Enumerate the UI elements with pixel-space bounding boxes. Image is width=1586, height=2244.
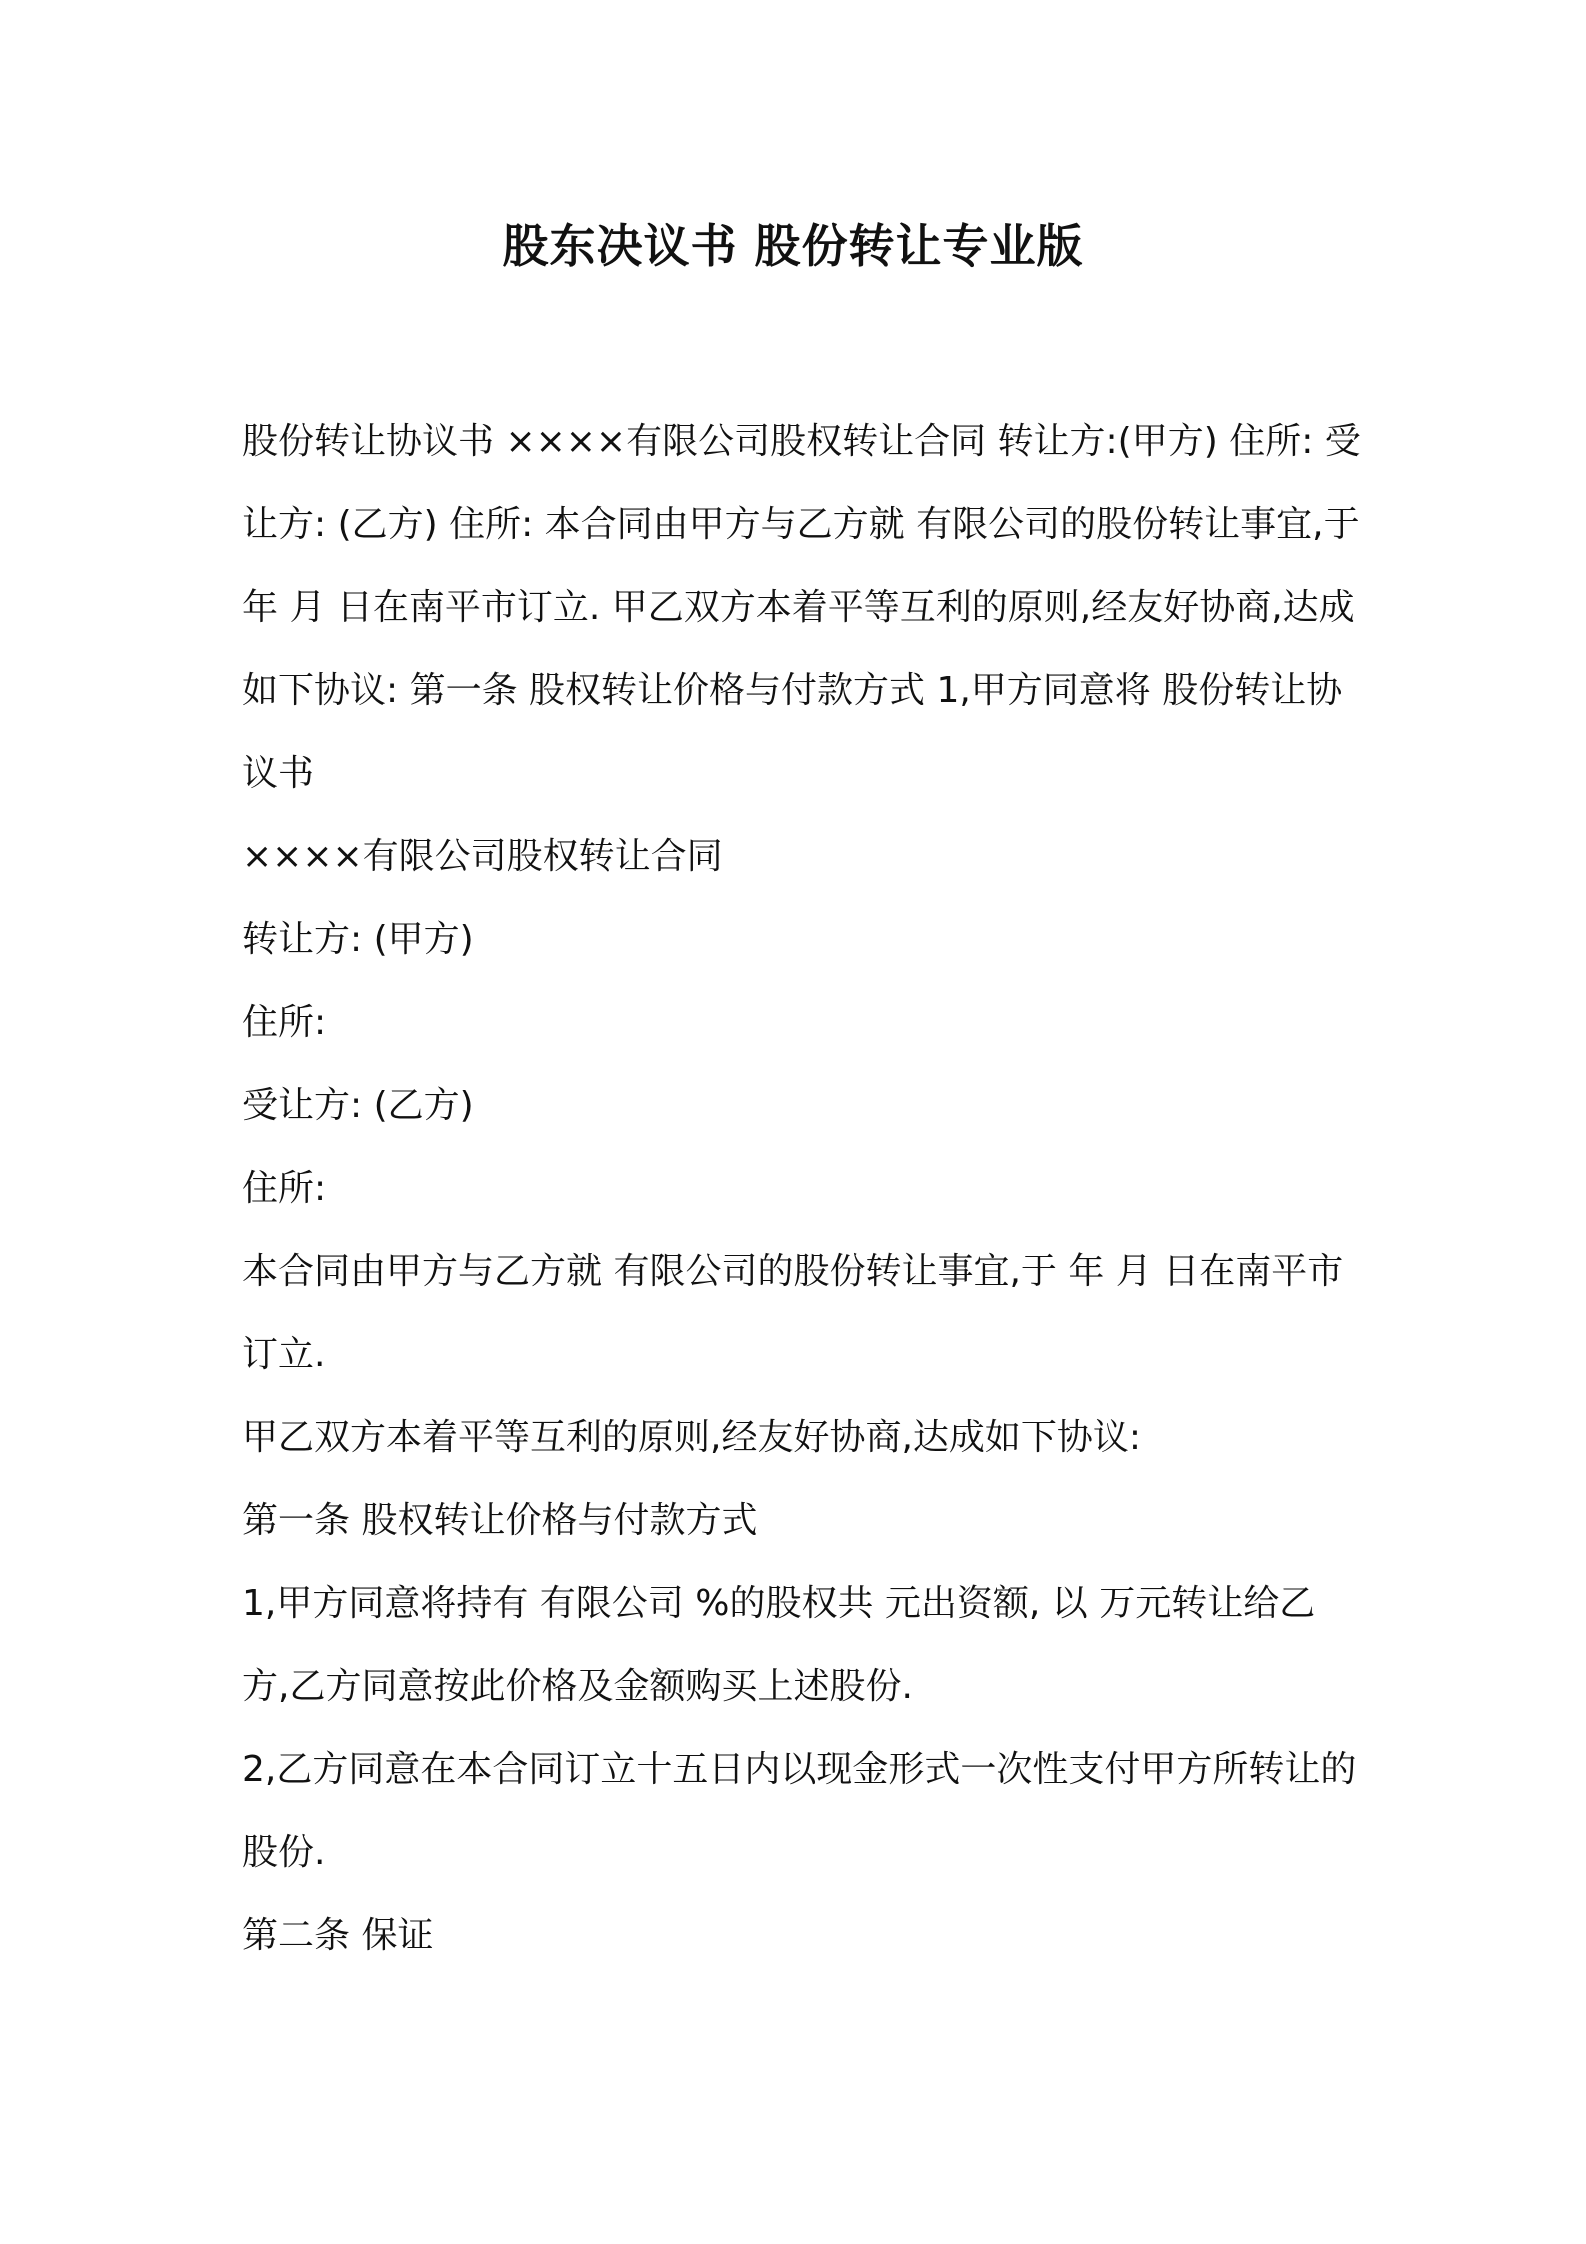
article-1-heading: 第一条 股权转让价格与付款方式 bbox=[242, 1500, 758, 1541]
article-1-clause-1: 1,甲方同意将持有 有限公司 %的股权共 元出资额, 以 万元转让给乙方,乙方同意按此价格及金额购买上述股份. bbox=[242, 1583, 1316, 1707]
article-2-heading: 第二条 保证 bbox=[242, 1915, 434, 1956]
paragraph-intro-summary: 股份转让协议书 ××××有限公司股权转让合同 转让方:(甲方) 住所: 受让方: (乙方) 住所: 本合同由甲方与乙方就 有限公司的股份转让事宜,于 年 月 日在南平市订立. 甲乙双方本着平等互利的原则,经友好协商,达成如下协议: 第一条 股权转让价格与付款方式 1,甲方同意将 股份转让协议书 bbox=[242, 421, 1372, 794]
paragraph-transferor-address: 住所: bbox=[242, 1002, 327, 1043]
paragraph-transferee: 受让方: (乙方) bbox=[242, 1085, 474, 1126]
paragraph-transferor: 转让方: (甲方) bbox=[242, 919, 474, 960]
paragraph-transferee-address: 住所: bbox=[242, 1168, 327, 1209]
document-title: 股东决议书 股份转让专业版 bbox=[502, 219, 1084, 273]
paragraph-contract-place: 本合同由甲方与乙方就 有限公司的股份转让事宜,于 年 月 日在南平市订立. bbox=[242, 1251, 1344, 1375]
paragraph-contract-name: ××××有限公司股权转让合同 bbox=[242, 836, 723, 877]
paragraph-principle: 甲乙双方本着平等互利的原则,经友好协商,达成如下协议: bbox=[242, 1417, 1142, 1458]
article-1-clause-2: 2,乙方同意在本合同订立十五日内以现金形式一次性支付甲方所转让的股份. bbox=[242, 1749, 1357, 1873]
document-body bbox=[242, 400, 1372, 1977]
